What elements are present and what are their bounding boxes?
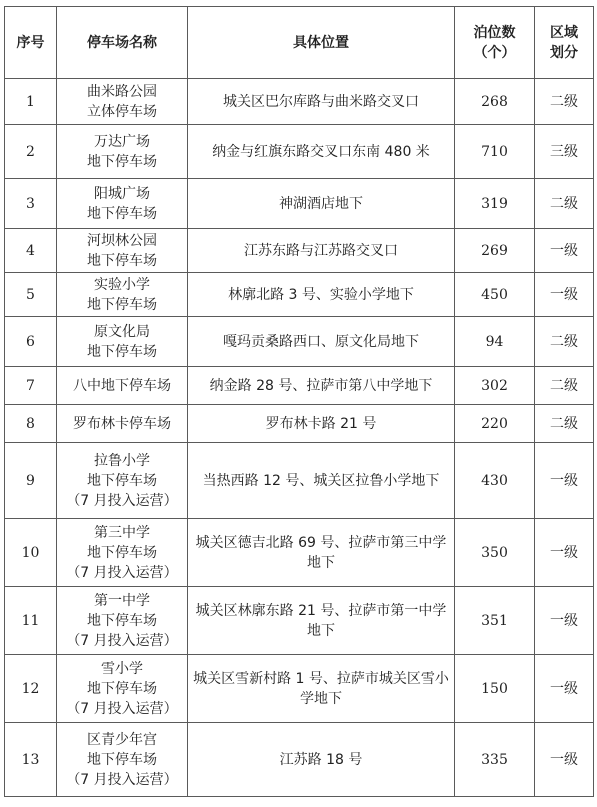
cell-name bbox=[57, 79, 188, 125]
cell-spaces: 430 bbox=[455, 443, 535, 519]
cell-name-line: 地下停车场 bbox=[87, 472, 157, 489]
cell-no: 9 bbox=[5, 443, 57, 519]
cell-name bbox=[57, 273, 188, 317]
cell-spaces: 94 bbox=[455, 317, 535, 367]
cell-name-line: 地下停车场 bbox=[87, 343, 157, 360]
cell-no: 8 bbox=[5, 405, 57, 443]
cell-name-line: 地下停车场 bbox=[87, 544, 157, 561]
cell-spaces: 335 bbox=[455, 723, 535, 797]
cell-no: 11 bbox=[5, 587, 57, 655]
cell-zone: 二级 bbox=[535, 405, 594, 443]
cell-name bbox=[57, 179, 188, 229]
cell-no: 3 bbox=[5, 179, 57, 229]
cell-name-line: 原文化局 bbox=[94, 323, 150, 340]
table-row bbox=[5, 367, 594, 405]
table-row bbox=[5, 587, 594, 655]
cell-no: 13 bbox=[5, 723, 57, 797]
cell-zone: 二级 bbox=[535, 179, 594, 229]
header-spaces-line2: （个） bbox=[473, 44, 516, 61]
cell-no: 4 bbox=[5, 229, 57, 273]
table-row bbox=[5, 125, 594, 179]
cell-location: 城关区巴尔库路与曲米路交叉口 bbox=[188, 79, 455, 125]
cell-name bbox=[57, 655, 188, 723]
table-row bbox=[5, 655, 594, 723]
cell-no: 12 bbox=[5, 655, 57, 723]
cell-name-line: （7 月投入运营） bbox=[66, 700, 178, 717]
table-row bbox=[5, 179, 594, 229]
cell-zone: 一级 bbox=[535, 723, 594, 797]
header-spaces-line1: 泊位数 bbox=[473, 24, 516, 41]
cell-no: 6 bbox=[5, 317, 57, 367]
table-row bbox=[5, 317, 594, 367]
cell-spaces: 150 bbox=[455, 655, 535, 723]
cell-location: 纳金与红旗东路交叉口东南 480 米 bbox=[188, 125, 455, 179]
cell-spaces: 269 bbox=[455, 229, 535, 273]
cell-name-line: 河坝林公园 bbox=[87, 232, 157, 249]
cell-name bbox=[57, 723, 188, 797]
table-row bbox=[5, 405, 594, 443]
cell-zone: 二级 bbox=[535, 367, 594, 405]
header-spaces bbox=[455, 7, 535, 79]
cell-no: 7 bbox=[5, 367, 57, 405]
cell-name-line: 第三中学 bbox=[94, 524, 150, 541]
cell-name-line: （7 月投入运营） bbox=[66, 632, 178, 649]
cell-name-line: 地下停车场 bbox=[87, 751, 157, 768]
header-name: 停车场名称 bbox=[57, 7, 188, 79]
cell-zone: 一级 bbox=[535, 443, 594, 519]
cell-name-line: 立体停车场 bbox=[87, 103, 157, 120]
cell-zone: 三级 bbox=[535, 125, 594, 179]
cell-name-line: 实验小学 bbox=[94, 276, 150, 293]
header-location: 具体位置 bbox=[188, 7, 455, 79]
table-header-row bbox=[5, 7, 594, 79]
cell-no: 1 bbox=[5, 79, 57, 125]
cell-location: 神湖酒店地下 bbox=[188, 179, 455, 229]
cell-name-line: 曲米路公园 bbox=[87, 83, 157, 100]
cell-spaces: 302 bbox=[455, 367, 535, 405]
cell-name-line: 地下停车场 bbox=[87, 252, 157, 269]
cell-location: 当热西路 12 号、城关区拉鲁小学地下 bbox=[188, 443, 455, 519]
cell-name-line: 雪小学 bbox=[101, 660, 143, 677]
cell-no: 10 bbox=[5, 519, 57, 587]
cell-zone: 二级 bbox=[535, 317, 594, 367]
cell-name-line: 八中地下停车场 bbox=[73, 377, 171, 394]
table-row bbox=[5, 79, 594, 125]
cell-location: 江苏东路与江苏路交叉口 bbox=[188, 229, 455, 273]
table-row bbox=[5, 229, 594, 273]
cell-zone: 二级 bbox=[535, 79, 594, 125]
cell-zone: 一级 bbox=[535, 229, 594, 273]
cell-no: 5 bbox=[5, 273, 57, 317]
cell-location: 纳金路 28 号、拉萨市第八中学地下 bbox=[188, 367, 455, 405]
cell-name-line: 拉鲁小学 bbox=[94, 452, 150, 469]
cell-name-line: 罗布林卡停车场 bbox=[73, 415, 171, 432]
cell-zone: 一级 bbox=[535, 587, 594, 655]
cell-name bbox=[57, 519, 188, 587]
table-row bbox=[5, 519, 594, 587]
cell-name-line: （7 月投入运营） bbox=[66, 492, 178, 509]
cell-name bbox=[57, 125, 188, 179]
table-row bbox=[5, 273, 594, 317]
cell-name-line: 区青少年宫 bbox=[87, 731, 157, 748]
header-zone-line1: 区域 bbox=[550, 24, 578, 41]
cell-name bbox=[57, 317, 188, 367]
cell-location: 江苏路 18 号 bbox=[188, 723, 455, 797]
cell-name bbox=[57, 367, 188, 405]
cell-location: 罗布林卡路 21 号 bbox=[188, 405, 455, 443]
cell-name-line: 第一中学 bbox=[94, 592, 150, 609]
table-row bbox=[5, 443, 594, 519]
cell-name-line: （7 月投入运营） bbox=[66, 771, 178, 788]
cell-location: 林廓北路 3 号、实验小学地下 bbox=[188, 273, 455, 317]
cell-spaces: 268 bbox=[455, 79, 535, 125]
cell-location: 嘎玛贡桑路西口、原文化局地下 bbox=[188, 317, 455, 367]
cell-location: 城关区林廓东路 21 号、拉萨市第一中学地下 bbox=[188, 587, 455, 655]
cell-location: 城关区雪新村路 1 号、拉萨市城关区雪小学地下 bbox=[188, 655, 455, 723]
table-row bbox=[5, 723, 594, 797]
header-zone bbox=[535, 7, 594, 79]
cell-zone: 一级 bbox=[535, 519, 594, 587]
cell-name bbox=[57, 405, 188, 443]
cell-spaces: 351 bbox=[455, 587, 535, 655]
parking-lot-table bbox=[4, 6, 594, 797]
cell-name-line: 地下停车场 bbox=[87, 612, 157, 629]
cell-name-line: 地下停车场 bbox=[87, 296, 157, 313]
cell-name-line: 地下停车场 bbox=[87, 153, 157, 170]
cell-name bbox=[57, 587, 188, 655]
cell-name-line: （7 月投入运营） bbox=[66, 564, 178, 581]
cell-name-line: 阳城广场 bbox=[94, 185, 150, 202]
cell-spaces: 319 bbox=[455, 179, 535, 229]
cell-spaces: 710 bbox=[455, 125, 535, 179]
cell-name bbox=[57, 229, 188, 273]
cell-name-line: 万达广场 bbox=[94, 133, 150, 150]
cell-spaces: 220 bbox=[455, 405, 535, 443]
cell-location: 城关区德吉北路 69 号、拉萨市第三中学地下 bbox=[188, 519, 455, 587]
cell-zone: 一级 bbox=[535, 273, 594, 317]
cell-spaces: 350 bbox=[455, 519, 535, 587]
cell-zone: 一级 bbox=[535, 655, 594, 723]
table-body bbox=[5, 79, 594, 797]
cell-name-line: 地下停车场 bbox=[87, 680, 157, 697]
header-zone-line2: 划分 bbox=[550, 44, 578, 61]
header-no: 序号 bbox=[5, 7, 57, 79]
cell-spaces: 450 bbox=[455, 273, 535, 317]
cell-no: 2 bbox=[5, 125, 57, 179]
cell-name bbox=[57, 443, 188, 519]
cell-name-line: 地下停车场 bbox=[87, 205, 157, 222]
